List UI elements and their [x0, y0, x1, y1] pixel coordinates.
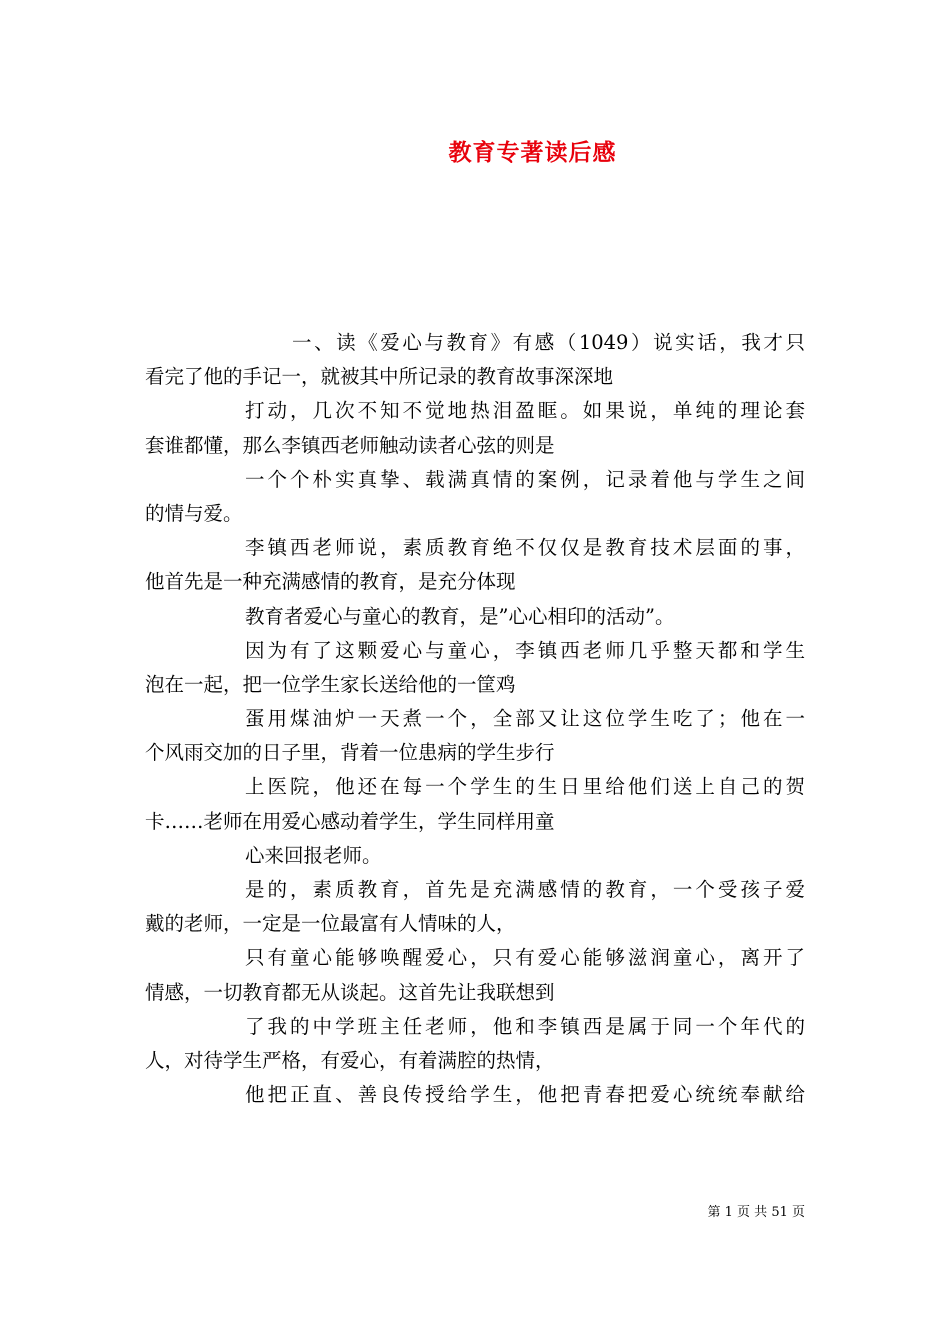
document-title: 教育专著读后感 — [448, 139, 617, 166]
text-line: 了我的中学班主任老师，他和李镇西是属于同一个年代的 — [245, 1014, 805, 1038]
text-line: 一、读《爱心与教育》有感（1049）说实话，我才只 — [292, 331, 805, 354]
text-line: 一个个朴实真挚、载满真情的案例，记录着他与学生之间 — [245, 467, 805, 491]
text-line: 心来回报老师。 — [245, 843, 382, 867]
text-line: 李镇西老师说，素质教育绝不仅仅是教育技术层面的事， — [245, 536, 805, 560]
text-line: 泡在一起，把一位学生家长送给他的一筐鸡 — [145, 672, 516, 696]
document-body — [145, 326, 805, 1112]
text-line: 是的，素质教育，首先是充满感情的教育，一个受孩子爱 — [245, 878, 805, 901]
text-line: 卡……老师在用爱心感动着学生，学生同样用童 — [145, 809, 555, 833]
text-line: 只有童心能够唤醒爱心，只有爱心能够滋润童心，离开了 — [245, 946, 805, 970]
text-line: 看完了他的手记一，就被其中所记录的教育故事深深地 — [145, 365, 614, 389]
text-line: 他首先是一种充满感情的教育，是充分体现 — [145, 570, 516, 594]
text-line: 个风雨交加的日子里，背着一位患病的学生步行 — [145, 741, 555, 765]
text-line: 因为有了这颗爱心与童心，李镇西老师几乎整天都和学生 — [245, 638, 805, 662]
text-line: 上医院，他还在每一个学生的生日里给他们送上自己的贺 — [245, 775, 805, 799]
text-line: 的情与爱。 — [145, 501, 243, 525]
text-line: 打动，几次不知不觉地热泪盈眶。如果说，单纯的理论套 — [245, 399, 805, 423]
text-line: 情感，一切教育都无从谈起。这首先让我联想到 — [145, 980, 555, 1004]
text-line: 他把正直、善良传授给学生，他把青春把爱心统统奉献给 — [245, 1083, 805, 1107]
text-line: 教育者爱心与童心的教育，是”心心相印的活动”。 — [245, 604, 675, 628]
page-number-footer: 第 1 页 共 51 页 — [707, 1205, 805, 1220]
text-line: 戴的老师，一定是一位最富有人情味的人， — [145, 912, 516, 936]
text-line: 人，对待学生严格，有爱心，有着满腔的热情， — [145, 1048, 555, 1072]
text-line: 套谁都懂，那么李镇西老师触动读者心弦的则是 — [145, 433, 555, 457]
text-line: 蛋用煤油炉一天煮一个，全部又让这位学生吃了；他在一 — [245, 707, 805, 731]
